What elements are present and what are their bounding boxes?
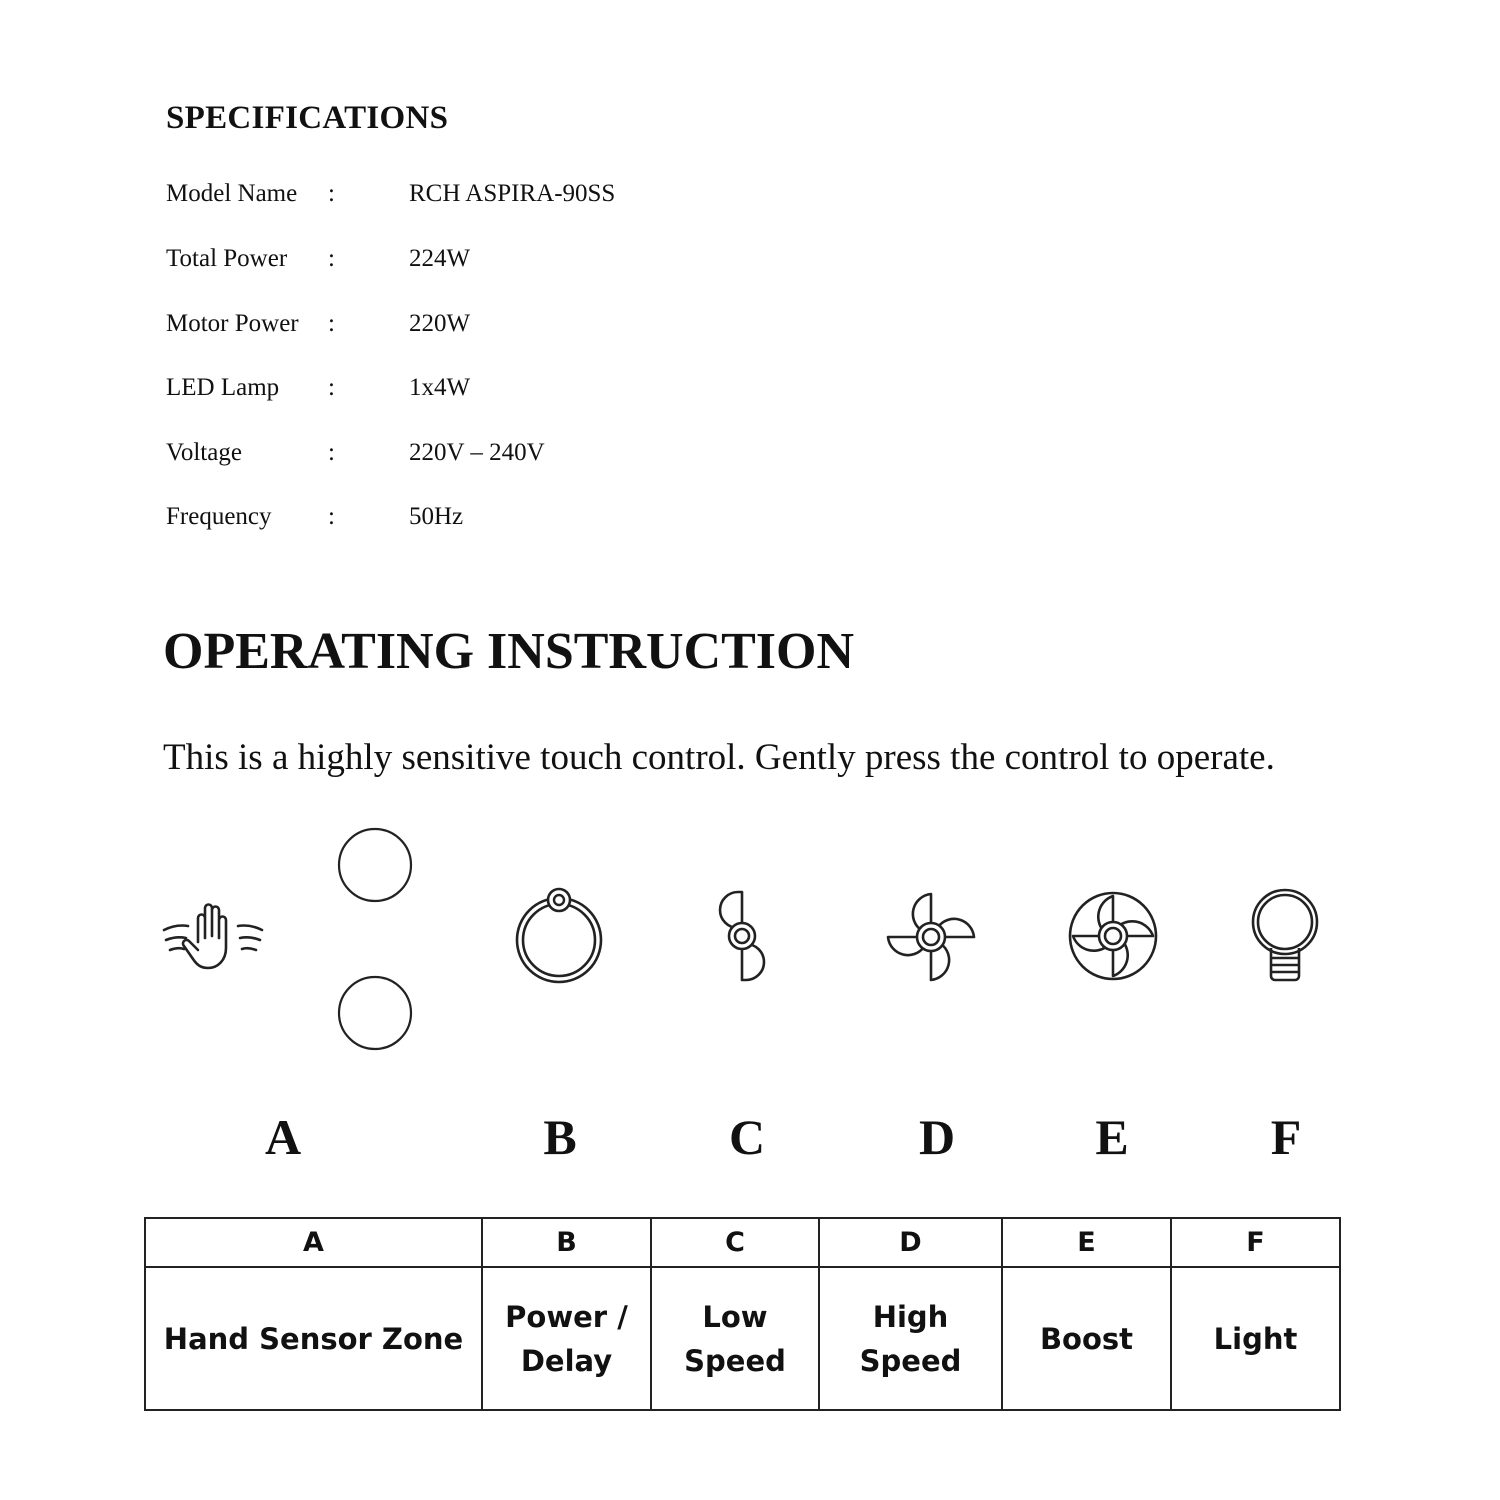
spec-value: 220V – 240V (409, 439, 545, 466)
spec-value: 220W (409, 310, 471, 337)
cell-line: Delay (520, 1343, 613, 1378)
sensor-circle-bottom-icon (336, 974, 414, 1052)
table-cell-boost (1002, 1267, 1171, 1410)
control-key-table (144, 1217, 1341, 1411)
control-letter-a: A (264, 1109, 302, 1165)
spec-label: Voltage (166, 439, 242, 466)
spec-value: RCH ASPIRA-90SS (409, 180, 616, 207)
spec-row-led-lamp (166, 374, 866, 408)
operating-instruction-text: This is a highly sensitive touch control. Gently press the control to operate. (163, 737, 1275, 778)
table-header-f: F (1171, 1218, 1340, 1267)
cell-line: Speed (684, 1343, 786, 1378)
table-header-row (145, 1218, 1340, 1267)
control-letter-f: F (1270, 1109, 1302, 1165)
control-letter-d: D (918, 1109, 956, 1165)
spec-label: Motor Power (166, 310, 299, 337)
spec-colon: : (328, 310, 335, 337)
spec-colon: : (328, 180, 335, 207)
cell-line: Power / (505, 1299, 628, 1334)
spec-label: Model Name (166, 180, 298, 207)
cell-line: High (872, 1299, 949, 1334)
sensor-circle-top-icon (336, 826, 414, 904)
light-bulb-icon (1248, 886, 1322, 986)
power-ring-icon (512, 884, 606, 986)
cell-line: Speed (859, 1343, 962, 1378)
table-header-d: D (819, 1218, 1002, 1267)
spec-value: 50Hz (409, 503, 464, 530)
spec-colon: : (328, 503, 335, 530)
spec-value: 1x4W (409, 374, 471, 401)
specifications-title: SPECIFICATIONS (166, 100, 449, 136)
table-cell-low-speed (651, 1267, 819, 1410)
table-cell-power-delay (482, 1267, 651, 1410)
control-letter-b: B (543, 1109, 577, 1165)
cell-line: Light (1213, 1321, 1298, 1356)
spec-row-model-name (166, 180, 866, 214)
cell-line: Hand Sensor Zone (163, 1321, 464, 1356)
control-letter-c: C (728, 1109, 766, 1165)
control-letter-e: E (1095, 1109, 1129, 1165)
spec-label: Total Power (166, 245, 288, 272)
cell-line: Boost (1039, 1321, 1134, 1356)
spec-colon: : (328, 439, 335, 466)
spec-label: LED Lamp (166, 374, 280, 401)
table-cell-hand-sensor-zone (145, 1267, 482, 1410)
spec-row-voltage (166, 439, 866, 473)
spec-value: 224W (409, 245, 471, 272)
high-speed-fan-icon (884, 890, 978, 984)
table-cell-light (1171, 1267, 1340, 1410)
spec-row-motor-power (166, 310, 866, 344)
table-header-e: E (1002, 1218, 1171, 1267)
spec-row-frequency (166, 503, 866, 537)
spec-label: Frequency (166, 503, 272, 530)
table-header-b: B (482, 1218, 651, 1267)
spec-colon: : (328, 245, 335, 272)
cell-line: Low (702, 1299, 768, 1334)
hand-sensor-icon (160, 898, 266, 974)
operating-instruction-title: OPERATING INSTRUCTION (163, 623, 855, 680)
spec-colon: : (328, 374, 335, 401)
low-speed-fan-icon (712, 888, 772, 984)
spec-row-total-power (166, 245, 866, 279)
boost-fan-icon (1066, 888, 1160, 984)
table-header-c: C (651, 1218, 819, 1267)
table-header-a: A (145, 1218, 482, 1267)
table-row (145, 1267, 1340, 1410)
table-cell-high-speed (819, 1267, 1002, 1410)
